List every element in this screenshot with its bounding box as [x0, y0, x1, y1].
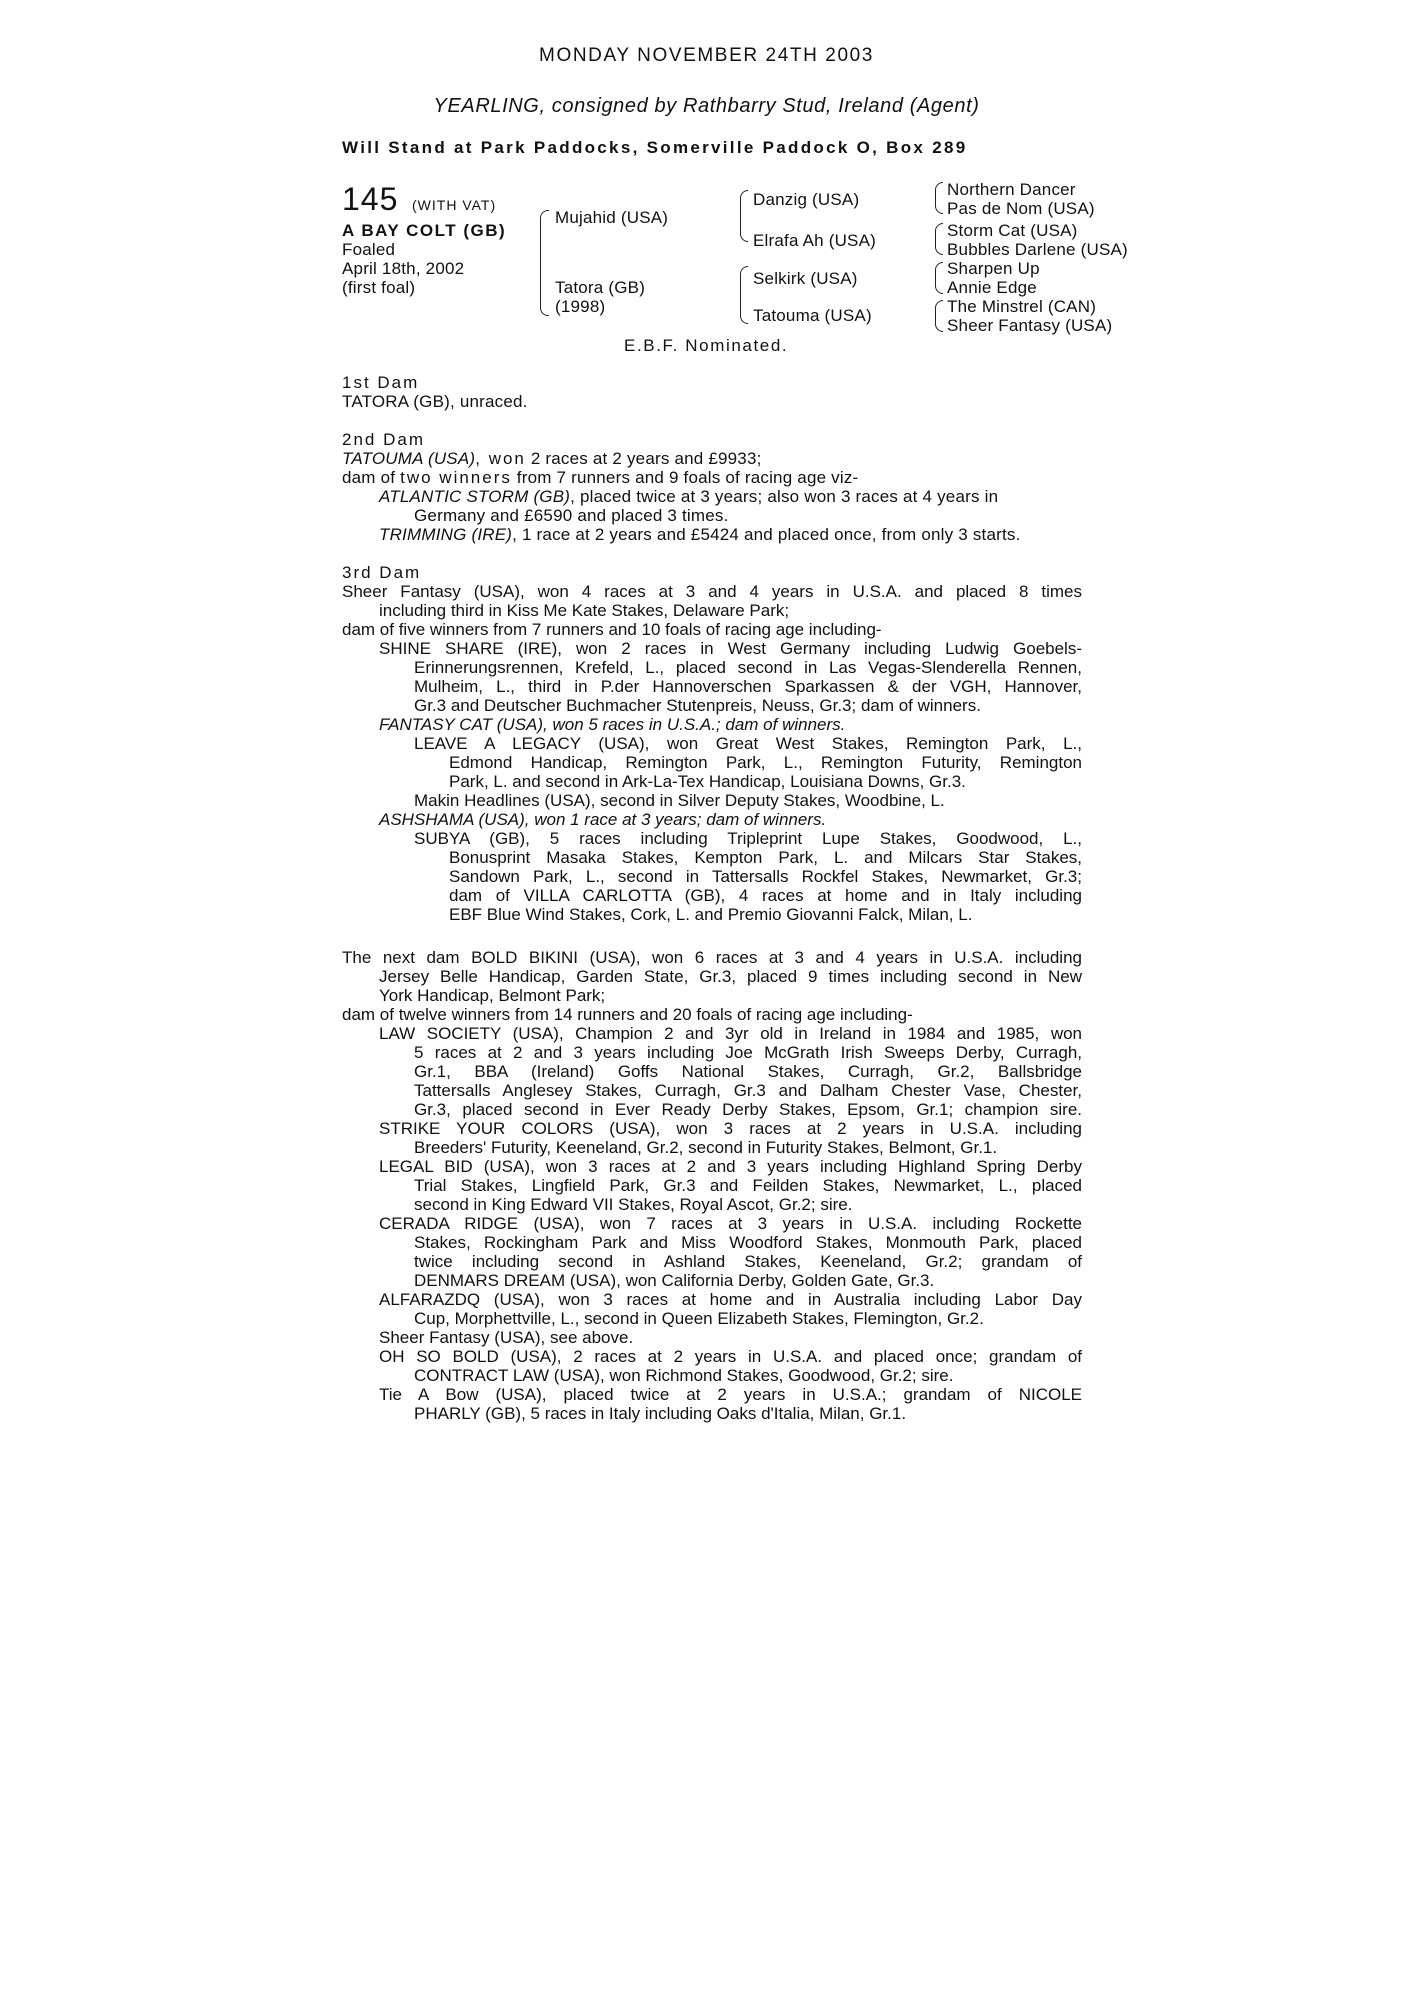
second-dam-line-2: [342, 468, 858, 487]
pedigree-dss: Sharpen Up: [947, 259, 1040, 278]
second-dam-line-1: [342, 449, 762, 468]
location-line: Will Stand at Park Paddocks, Somerville Paddock O, Box 289: [342, 138, 968, 157]
next-dam-line: dam of twelve winners from 14 runners and 20 foals of racing age including-: [342, 1005, 913, 1024]
next-dam-line: PHARLY (GB), 5 races in Italy including Oaks d'Italia, Milan, Gr.1.: [414, 1404, 907, 1423]
second-dam-won: , won: [475, 449, 526, 468]
next-dam-line: STRIKE YOUR COLORS (USA), won 3 races at 2 years in U.S.A. including: [379, 1119, 1082, 1138]
second-dam-winners: two winners: [400, 468, 512, 487]
third-dam-line: Gr.3 and Deutscher Buchmacher Stutenpreis, Neuss, Gr.3; dam of winners.: [414, 696, 981, 715]
first-dam-text: TATORA (GB), unraced.: [342, 392, 528, 411]
atlantic-storm-name: ATLANTIC STORM (GB): [379, 487, 571, 506]
third-dam-line: Park, L. and second in Ark-La-Tex Handicap, Louisiana Downs, Gr.3.: [449, 772, 966, 791]
pedigree-sire: Mujahid (USA): [555, 208, 669, 227]
third-dam-line: FANTASY CAT (USA), won 5 races in U.S.A.; dam of winners.: [379, 715, 846, 734]
pedigree-brace-dd: [935, 300, 943, 332]
next-dam-line: twice including second in Ashland Stakes, Keeneland, Gr.2; grandam of: [414, 1252, 1082, 1271]
next-dam-line: CONTRACT LAW (USA), won Richmond Stakes, Goodwood, Gr.2; sire.: [414, 1366, 954, 1385]
sale-date: MONDAY NOVEMBER 24TH 2003: [539, 45, 874, 66]
next-dam-paragraph: [342, 948, 1082, 1423]
second-dam-line-3: [379, 487, 998, 506]
second-dam-name: TATOUMA (USA): [342, 449, 476, 468]
third-dam-heading: 3rd Dam: [342, 563, 422, 582]
third-dam-line: dam of VILLA CARLOTTA (GB), 4 races at home and in Italy including: [449, 886, 1082, 905]
lot-first-foal: (first foal): [342, 278, 416, 297]
next-dam-line: Gr.1, BBA (Ireland) Goffs National Stakes, Curragh, Gr.2, Ballsbridge: [414, 1062, 1082, 1081]
lot-foaled-date: April 18th, 2002: [342, 259, 465, 278]
pedigree-dds: The Minstrel (CAN): [947, 297, 1097, 316]
second-dam-line-5: [379, 525, 1021, 544]
second-dam-line-4: Germany and £6590 and placed 3 times.: [414, 506, 729, 525]
third-dam-line: EBF Blue Wind Stakes, Cork, L. and Premio Giovanni Falck, Milan, L.: [449, 905, 973, 924]
next-dam-line: York Handicap, Belmont Park;: [379, 986, 606, 1005]
atlantic-storm-record: , placed twice at 3 years; also won 3 races at 4 years in: [570, 487, 999, 506]
second-dam-record: 2 races at 2 years and £9933;: [525, 449, 762, 468]
next-dam-line: 5 races at 2 and 3 years including Joe McGrath Irish Sweeps Derby, Curragh,: [414, 1043, 1082, 1062]
lot-vat: (WITH VAT): [412, 197, 497, 213]
third-dam-line: SHINE SHARE (IRE), won 2 races in West Germany including Ludwig Goebels-: [379, 639, 1082, 658]
next-dam-line: DENMARS DREAM (USA), won California Derby, Golden Gate, Gr.3.: [414, 1271, 935, 1290]
pedigree-dam-dam: Tatouma (USA): [753, 306, 872, 325]
pedigree-sss: Northern Dancer: [947, 180, 1076, 199]
third-dam-line: Sandown Park, L., second in Tattersalls Rockfel Stakes, Newmarket, Gr.3;: [449, 867, 1082, 886]
pedigree-sds: Storm Cat (USA): [947, 221, 1078, 240]
third-dam-line: LEAVE A LEGACY (USA), won Great West Stakes, Remington Park, L.,: [414, 734, 1082, 753]
next-dam-line: second in King Edward VII Stakes, Royal Ascot, Gr.2; sire.: [414, 1195, 853, 1214]
pedigree-sire-dam: Elrafa Ah (USA): [753, 231, 876, 250]
pedigree-brace-ds: [935, 262, 943, 294]
next-dam-line: Tie A Bow (USA), placed twice at 2 years in U.S.A.; grandam of NICOLE: [379, 1385, 1082, 1404]
consignment-line: YEARLING, consigned by Rathbarry Stud, Ireland (Agent): [433, 95, 980, 117]
trimming-record: , 1 race at 2 years and £5424 and placed once, from only 3 starts.: [512, 525, 1021, 544]
next-dam-line: Gr.3, placed second in Ever Ready Derby Stakes, Epsom, Gr.1; champion sire.: [414, 1100, 1082, 1119]
third-dam-paragraph: [342, 582, 1082, 924]
next-dam-line: LAW SOCIETY (USA), Champion 2 and 3yr old in Ireland in 1984 and 1985, won: [379, 1024, 1082, 1043]
pedigree-dsd: Annie Edge: [947, 278, 1037, 297]
ebf-nomination: E.B.F. Nominated.: [624, 336, 789, 355]
pedigree-brace-sire: [740, 190, 748, 242]
first-dam-heading: 1st Dam: [342, 373, 420, 392]
pedigree-brace-sd: [935, 223, 943, 255]
next-dam-line: ALFARAZDQ (USA), won 3 races at home and in Australia including Labor Day: [379, 1290, 1082, 1309]
second-dam-dam-of: dam of: [342, 468, 401, 487]
next-dam-line: OH SO BOLD (USA), 2 races at 2 years in U.S.A. and placed once; grandam of: [379, 1347, 1082, 1366]
pedigree-brace-gen1: [540, 210, 549, 316]
pedigree-sdd: Bubbles Darlene (USA): [947, 240, 1128, 259]
second-dam-heading: 2nd Dam: [342, 430, 425, 449]
pedigree-brace-dam: [740, 266, 748, 324]
third-dam-line: dam of five winners from 7 runners and 10 foals of racing age including-: [342, 620, 882, 639]
pedigree-dam-sire: Selkirk (USA): [753, 269, 858, 288]
pedigree-ssd: Pas de Nom (USA): [947, 199, 1095, 218]
next-dam-line: Jersey Belle Handicap, Garden State, Gr.3, placed 9 times including second in New: [379, 967, 1082, 986]
trimming-name: TRIMMING (IRE): [379, 525, 513, 544]
second-dam-runners: from 7 runners and 9 foals of racing age viz-: [511, 468, 859, 487]
lot-foaled-label: Foaled: [342, 240, 396, 259]
next-dam-line: The next dam BOLD BIKINI (USA), won 6 races at 3 and 4 years in U.S.A. including: [342, 948, 1082, 967]
third-dam-line: Bonusprint Masaka Stakes, Kempton Park, L. and Milcars Star Stakes,: [449, 848, 1082, 867]
next-dam-line: Stakes, Rockingham Park and Miss Woodford Stakes, Monmouth Park, placed: [414, 1233, 1082, 1252]
pedigree-dam: Tatora (GB): [555, 278, 646, 297]
next-dam-line: Cup, Morphettville, L., second in Queen Elizabeth Stakes, Flemington, Gr.2.: [414, 1309, 984, 1328]
third-dam-line: Edmond Handicap, Remington Park, L., Remington Futurity, Remington: [449, 753, 1082, 772]
third-dam-line: Sheer Fantasy (USA), won 4 races at 3 and 4 years in U.S.A. and placed 8 times: [342, 582, 1082, 601]
pedigree-brace-ss: [935, 182, 943, 214]
next-dam-line: LEGAL BID (USA), won 3 races at 2 and 3 years including Highland Spring Derby: [379, 1157, 1082, 1176]
pedigree-dam-year: (1998): [555, 297, 606, 316]
lot-description: A BAY COLT (GB): [342, 221, 507, 240]
third-dam-line: including third in Kiss Me Kate Stakes, Delaware Park;: [379, 601, 790, 620]
third-dam-line: ASHSHAMA (USA), won 1 race at 3 years; dam of winners.: [379, 810, 827, 829]
pedigree-ddd: Sheer Fantasy (USA): [947, 316, 1113, 335]
next-dam-line: Tattersalls Anglesey Stakes, Curragh, Gr.3 and Dalham Chester Vase, Chester,: [414, 1081, 1082, 1100]
lot-number: 145: [342, 181, 399, 217]
pedigree-sire-sire: Danzig (USA): [753, 190, 860, 209]
third-dam-line: Makin Headlines (USA), second in Silver Deputy Stakes, Woodbine, L.: [414, 791, 945, 810]
third-dam-line: SUBYA (GB), 5 races including Tripleprint Lupe Stakes, Goodwood, L.,: [414, 829, 1082, 848]
third-dam-line: Erinnerungsrennen, Krefeld, L., placed second in Las Vegas-Slenderella Rennen,: [414, 658, 1082, 677]
next-dam-line: Sheer Fantasy (USA), see above.: [379, 1328, 634, 1347]
next-dam-line: Breeders' Futurity, Keeneland, Gr.2, second in Futurity Stakes, Belmont, Gr.1.: [414, 1138, 998, 1157]
next-dam-line: CERADA RIDGE (USA), won 7 races at 3 years in U.S.A. including Rockette: [379, 1214, 1082, 1233]
next-dam-line: Trial Stakes, Lingfield Park, Gr.3 and Feilden Stakes, Newmarket, L., placed: [414, 1176, 1082, 1195]
third-dam-line: Mulheim, L., third in P.der Hannoverschen Sparkassen & der VGH, Hannover,: [414, 677, 1082, 696]
